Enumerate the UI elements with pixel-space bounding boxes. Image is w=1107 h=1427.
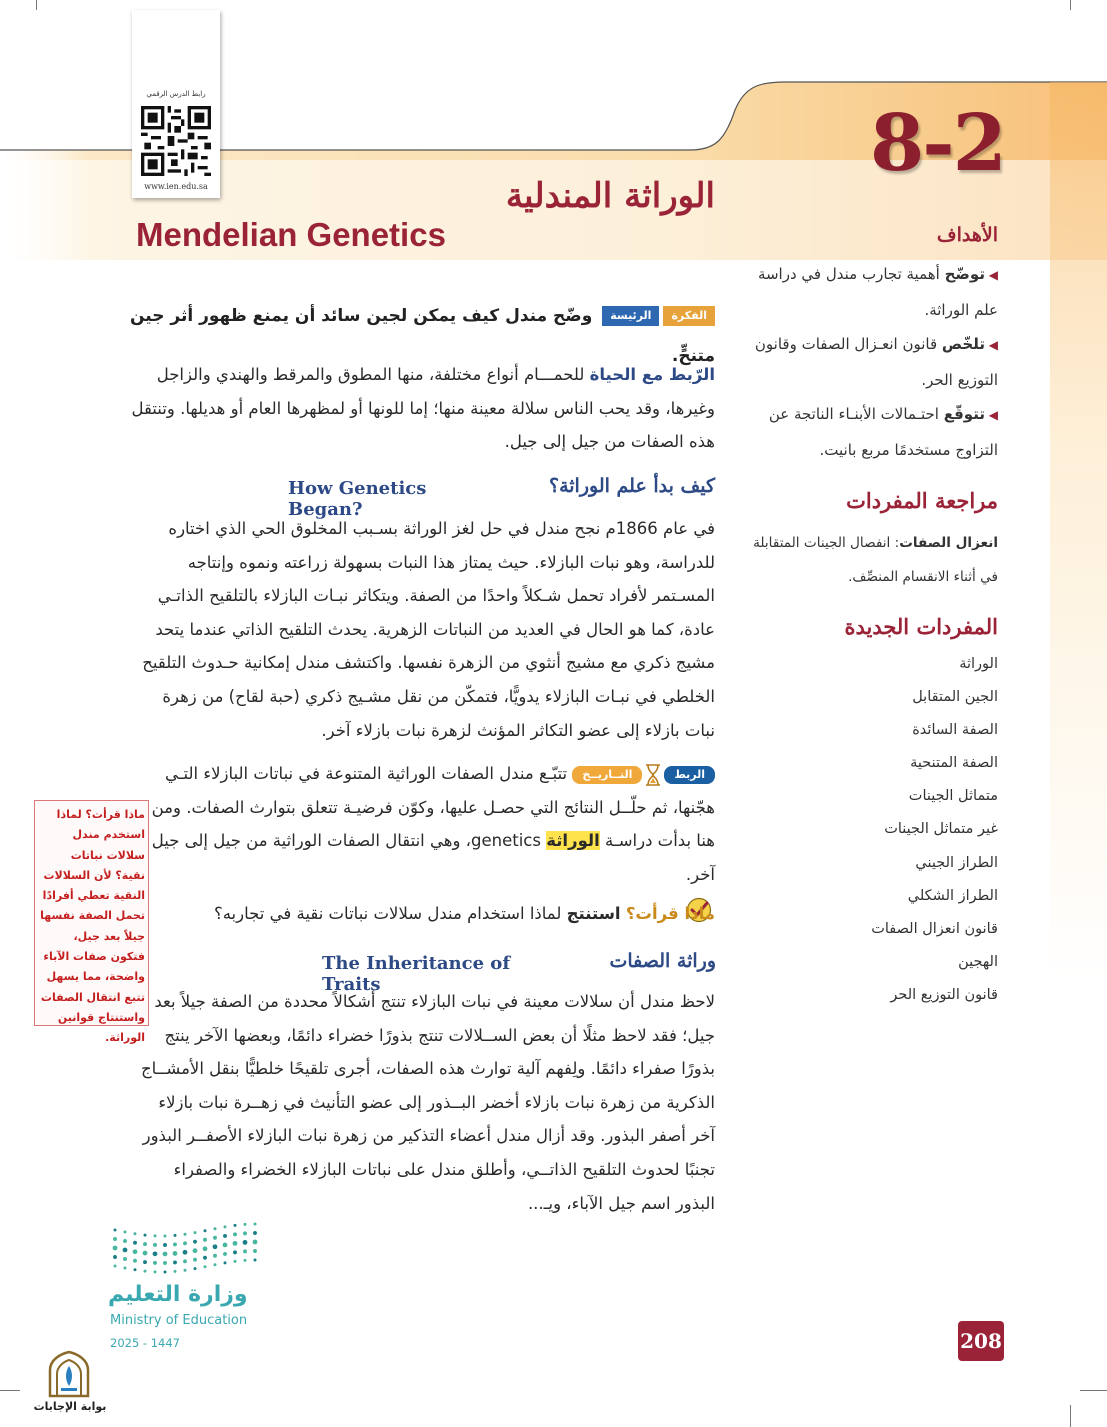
link-tag: الربط bbox=[664, 766, 715, 784]
section-heading-traits-english: The Inheritance of Traits bbox=[322, 953, 511, 995]
watermark-text: بوابة الإجابات bbox=[33, 1400, 107, 1413]
review-vocab-definition bbox=[737, 526, 998, 594]
main-idea-text: وضّح مندل كيف يمكن لجين سائد أن يمنع ظهور أثر جين متنحٍّ. bbox=[129, 306, 715, 366]
key-term-genetics-ar: الوراثة bbox=[546, 831, 600, 851]
lesson-title-arabic: الوراثة المندلية bbox=[505, 176, 715, 216]
began-paragraph: في عام 1866م نجح مندل في حل لغز الوراثة بسـبب المخلوق الحي الذي اختاره للدراسة، وهو نبات البازلاء. حيث يمتاز هذا النبات بسهولة زراعته ونموه وإنتاجه المسـتمر لأفراد تحمل شـكلاً واحدًا من الصفة. ويتكاثر نبـات البازلاء بالتلقيح الذاتـي عادة، كما هو الحال في العديد من النباتات الزهرية. يحدث التلقيح الذاتي عندما يتحد مشيج ذكري مع مشيج أنثوي من الزهرة نفسها. واكتشف مندل إمكانية حـدوث التلقيح الخلطي في نبـات البازلاء يدويًّا، فتمكّن من نقل مشـيج ذكري (حبة لقاح) من زهرة نبات بازلاء إلى عضو التكاثر المؤنث لزهرة نبات بازلاء آخر. bbox=[142, 519, 715, 740]
main-idea-tag: الفكرة bbox=[663, 306, 715, 326]
qr-card[interactable] bbox=[132, 10, 220, 198]
vocab-item: الطراز الشكلي bbox=[907, 887, 998, 904]
objective-verb: توضّح bbox=[944, 265, 985, 283]
objective-text: احتـمالات الأبنـاء الناتجة عن التزاوج مستخدمًا مربع بانيت. bbox=[768, 405, 998, 459]
ministry-years: 2025 - 1447 bbox=[110, 1336, 180, 1350]
objective-text: أهمية تجارب مندل في دراسة علم الوراثة. bbox=[757, 265, 998, 319]
section-heading-began-english: How Genetics Began? bbox=[288, 478, 427, 520]
reading-check-question: لماذا استخدام مندل سلالات نباتات نقية في تجاربه؟ bbox=[213, 904, 567, 923]
bullet-icon: ◀ bbox=[984, 268, 998, 282]
intro-paragraph bbox=[130, 358, 715, 459]
new-vocab-list bbox=[800, 648, 998, 1012]
traits-paragraph: لاحظ مندل أن سلالات معينة في نبات البازلاء تنتج أشكالاً محددة من الصفة جيلاً بعد جيل؛ فقد لاحظ مثلًا أن بعض الســلالات تنتج بذورًا خضراء دائمًا، وبعضها الآخر ينتج بذورًا صفراء دائمًا. ولِفهم آلية توارث هذه الصفات، أجرى تلقيحًا خلطيًّا بنقل الأمشــاج الذكرية من زهرة نبات بازلاء أخضر البــذور إلى عضو التأنيث في زهــرة نبات بازلاء آخر أصفر البذور. وقد أزال مندل أعضاء التذكير من زهرة نبات البازلاء الأصفــر البذور تجنبًا لحدوث التلقيح الذاتــي، وأطلق مندل على نباتات البازلاء الخضراء والصفراء البذور اسم جيل الآباء، ويـ... bbox=[141, 992, 715, 1213]
qr-code-icon[interactable] bbox=[141, 106, 211, 176]
reading-check-label: ماذا قرأت؟ bbox=[625, 904, 715, 923]
reading-check bbox=[160, 897, 715, 931]
mosque-logo-icon bbox=[46, 1350, 92, 1398]
section-heading-traits-arabic: وراثة الصفات bbox=[609, 950, 716, 972]
objectives-heading: الأهداف bbox=[936, 224, 998, 246]
vocab-item: الصفة السائدة bbox=[912, 722, 998, 739]
hourglass-icon bbox=[644, 764, 662, 786]
objective-text: قانون انعـزال الصفات وقانون التوزيع الحر. bbox=[754, 335, 998, 389]
vocab-item: الصفة المتنحية bbox=[910, 755, 998, 772]
history-text-1: تتبّـع مندل الصفات الوراثية المتنوعة في نباتات البازلاء التـي هجّنها، ثم حلّــل النتائج التي حصـل عليها، وكوّن فرضيـة تتعلق بتوارث الصفات. ومن هنا بدأت دراسـة bbox=[151, 764, 715, 851]
side-band bbox=[1050, 82, 1107, 982]
vocab-item: الطراز الجيني bbox=[915, 854, 998, 871]
qr-url[interactable]: www.ien.edu.sa bbox=[144, 182, 208, 191]
vocab-item: الهجين bbox=[958, 953, 998, 970]
vocab-item: متماثل الجينات bbox=[908, 788, 998, 805]
vocab-item: قانون التوزيع الحر bbox=[890, 986, 998, 1003]
history-link-paragraph bbox=[130, 757, 715, 891]
ministry-name-arabic: وزارة التعليم bbox=[108, 1282, 248, 1307]
bullet-icon: ◀ bbox=[984, 408, 998, 422]
margin-answer-note: ماذا قرأت؟ لماذا استخدم مندل سلالات نباتات نقية؟ لأن السلالات النقية تعطي أفرادًا تحمل الصفة نفسها جيلاً بعد جيل، فتكون صفات الآباء واضحة، مما يسهل تتبع انتقال الصفات واستنتاج قوانين الوراثة. bbox=[34, 800, 149, 1026]
objective-verb: تلخّص bbox=[941, 335, 985, 353]
history-text-2: ، وهي انتقال الصفات الوراثية من جيل إلى جيل آخر. bbox=[151, 831, 715, 884]
objective-item bbox=[735, 397, 998, 467]
crop-mark bbox=[0, 1390, 20, 1391]
ministry-name-english: Ministry of Education bbox=[110, 1313, 248, 1328]
ministry-logo-icon bbox=[110, 1222, 260, 1274]
main-idea-tag-secondary: الرئيسة bbox=[602, 306, 659, 326]
objective-item bbox=[735, 257, 998, 327]
intro-text: للحمـــام أنواع مختلفة، منها المطوق والمرقط والهندي والزاجل وغيرها، وقد يحب الناس سلالة معينة منها؛ إما للونها أو لمظهرها العام أو هديلها. وتنتقل هذه الصفات من جيل إلى جيل. bbox=[131, 365, 715, 452]
objective-item bbox=[735, 327, 998, 397]
key-term-genetics-en: genetics bbox=[471, 831, 541, 851]
vocab-item: الوراثة bbox=[959, 656, 998, 672]
crop-mark bbox=[1070, 1405, 1071, 1427]
vocab-item: الجين المتقابل bbox=[912, 689, 998, 706]
page-number: 208 bbox=[958, 1321, 1004, 1361]
review-vocab-heading: مراجعة المفردات bbox=[846, 488, 998, 513]
review-definition: : انفصال الجينات المتقابلة في أثناء الانقسام المنصِّف. bbox=[753, 535, 998, 585]
qr-caption: رابط الدرس الرقمي bbox=[146, 90, 206, 98]
reading-check-verb: استنتج bbox=[566, 904, 621, 923]
lesson-title-english: Mendelian Genetics bbox=[136, 216, 446, 253]
review-term: انعزال الصفات bbox=[899, 535, 998, 551]
lesson-number: 8-2 bbox=[870, 98, 1005, 189]
history-tag: التــاريــخ bbox=[572, 766, 642, 784]
real-world-link-label: الرّبط مع الحياة bbox=[589, 365, 715, 384]
crop-mark bbox=[1080, 1390, 1107, 1391]
bullet-icon: ◀ bbox=[984, 338, 998, 352]
vocab-item: غير متماثل الجينات bbox=[884, 821, 998, 838]
vocab-item: قانون انعزال الصفات bbox=[871, 920, 998, 937]
objectives-list bbox=[735, 257, 998, 467]
section-heading-began-arabic: كيف بدأ علم الوراثة؟ bbox=[549, 475, 715, 497]
new-vocab-heading: المفردات الجديدة bbox=[844, 614, 998, 639]
objective-verb: تتوقّع bbox=[943, 405, 985, 423]
